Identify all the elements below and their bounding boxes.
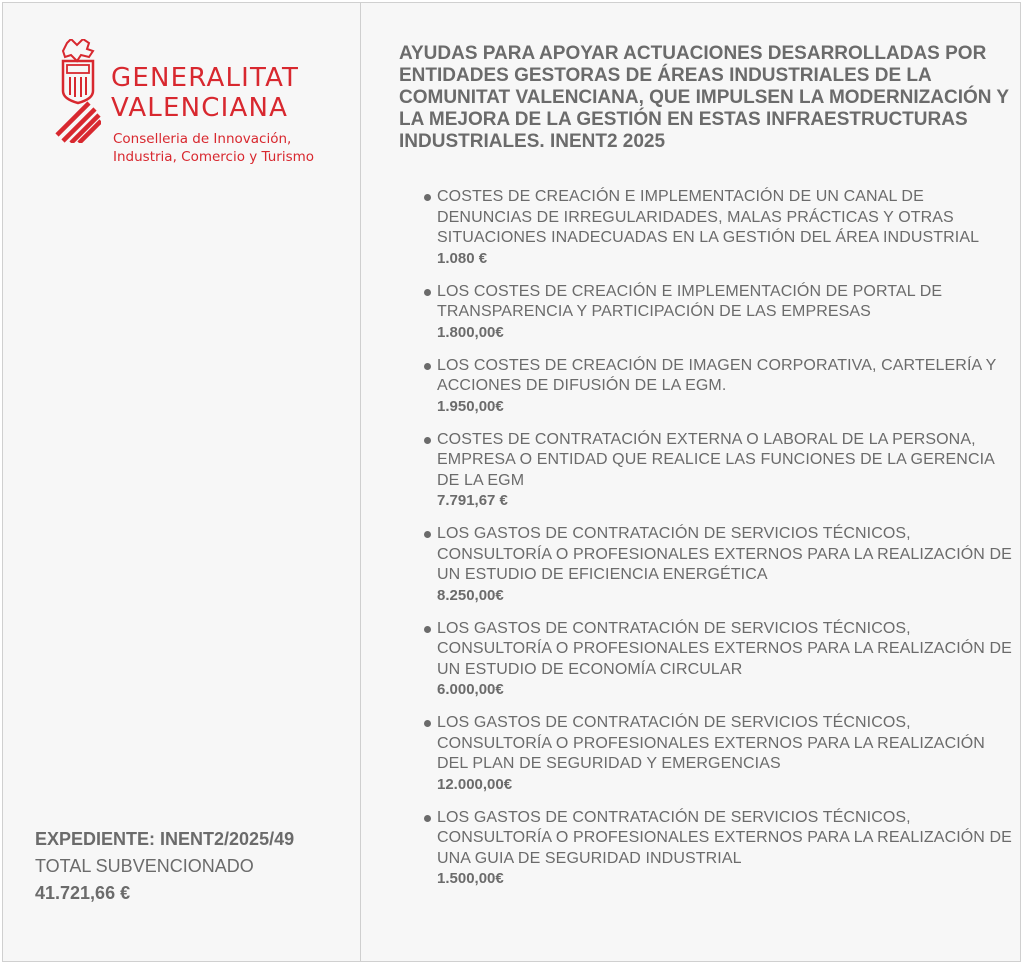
generalitat-emblem-icon — [55, 39, 101, 143]
conselleria-line-2: Industria, Comercio y Turismo — [113, 149, 315, 165]
list-item — [415, 430, 1015, 512]
conselleria-line-1: Conselleria de Innovación, — [113, 131, 292, 147]
expense-description: LOS GASTOS DE CONTRATACIÓN DE SERVICIOS TÉCNICOS, CONSULTORÍA O PROFESIONALES EXTERNOS PARA LA REALIZACIÓN DE UN ESTUDIO DE ECONOMÍA CIRCULAR — [437, 619, 1012, 678]
list-item — [415, 713, 1015, 795]
list-item — [415, 619, 1015, 701]
expense-description: LOS GASTOS DE CONTRATACIÓN DE SERVICIOS TÉCNICOS, CONSULTORÍA O PROFESIONALES EXTERNOS PARA LA REALIZACIÓN DE UNA GUIA DE SEGURIDAD INDUSTRIAL — [437, 808, 1012, 867]
bullet-icon — [424, 720, 431, 727]
expense-amount: 8.250,00€ — [437, 586, 504, 604]
expense-amount: 6.000,00€ — [437, 681, 504, 698]
list-item — [415, 187, 1015, 269]
expense-description: LOS GASTOS DE CONTRATACIÓN DE SERVICIOS TÉCNICOS, CONSULTORÍA O PROFESIONALES EXTERNOS PARA LA REALIZACIÓN DEL PLAN DE SEGURIDAD Y EMERGENCIAS — [437, 714, 985, 772]
expense-amount: 1.950,00€ — [437, 397, 504, 415]
expense-amount: 7.791,67 € — [437, 492, 508, 509]
expense-description: LOS COSTES DE CREACIÓN E IMPLEMENTACIÓN DE PORTAL DE TRANSPARENCIA Y PARTICIPACIÓN DE LAS EMPRESAS — [437, 282, 943, 320]
list-item — [415, 282, 1015, 343]
bullet-icon — [424, 289, 431, 296]
total-subvencionado-label: TOTAL SUBVENCIONADO — [35, 856, 254, 876]
expense-amount: 12.000,00€ — [437, 775, 513, 793]
generalitat-logo — [55, 39, 325, 169]
total-subvencionado-value: 41.721,66 € — [35, 883, 131, 903]
bullet-icon — [424, 437, 431, 444]
grant-title: AYUDAS PARA APOYAR ACTUACIONES DESARROLLADAS POR ENTIDADES GESTORAS DE ÁREAS INDUSTRIALES DE LA COMUNITAT VALENCIANA, QUE IMPULSEN LA MODERNIZACIÓN Y LA MEJORA DE LA GESTIÓN EN ESTAS INFRAESTRUCTURAS INDUSTRIALES. INENT2 2025 — [399, 43, 1009, 152]
expense-description: LOS COSTES DE CREACIÓN DE IMAGEN CORPORATIVA, CARTELERÍA Y ACCIONES DE DIFUSIÓN DE LA EGM. — [437, 356, 997, 394]
column-divider — [360, 3, 361, 961]
bullet-icon — [424, 194, 431, 201]
expense-description: COSTES DE CREACIÓN E IMPLEMENTACIÓN DE UN CANAL DE DENUNCIAS DE IRREGULARIDADES, MALAS PRÁCTICAS Y OTRAS SITUACIONES INADECUADAS EN LA GESTIÓN DEL ÁREA INDUSTRIAL — [437, 188, 980, 246]
brand-line-1: GENERALITAT — [111, 63, 300, 93]
list-item — [415, 524, 1015, 606]
expense-amount: 1.080 € — [437, 249, 488, 267]
bullet-icon — [424, 815, 431, 822]
expense-description: COSTES DE CONTRATACIÓN EXTERNA O LABORAL DE LA PERSONA, EMPRESA O ENTIDAD QUE REALICE LAS FUNCIONES DE LA GERENCIA DE LA EGM — [437, 430, 995, 489]
expense-list — [415, 187, 1015, 889]
expense-description: LOS GASTOS DE CONTRATACIÓN DE SERVICIOS TÉCNICOS, CONSULTORÍA O PROFESIONALES EXTERNOS PARA LA REALIZACIÓN DE UN ESTUDIO DE EFICIENCIA ENERGÉTICA — [437, 525, 1012, 583]
expediente-label: EXPEDIENTE: INENT2/2025/49 — [35, 829, 295, 849]
bullet-icon — [424, 626, 431, 633]
bullet-icon — [424, 363, 431, 370]
grant-panel — [2, 2, 1021, 962]
expense-amount: 1.500,00€ — [437, 870, 504, 887]
expense-amount: 1.800,00€ — [437, 323, 504, 341]
list-item — [415, 356, 1015, 417]
brand-line-2: VALENCIANA — [111, 93, 289, 123]
bullet-icon — [424, 531, 431, 538]
list-item — [415, 808, 1015, 890]
